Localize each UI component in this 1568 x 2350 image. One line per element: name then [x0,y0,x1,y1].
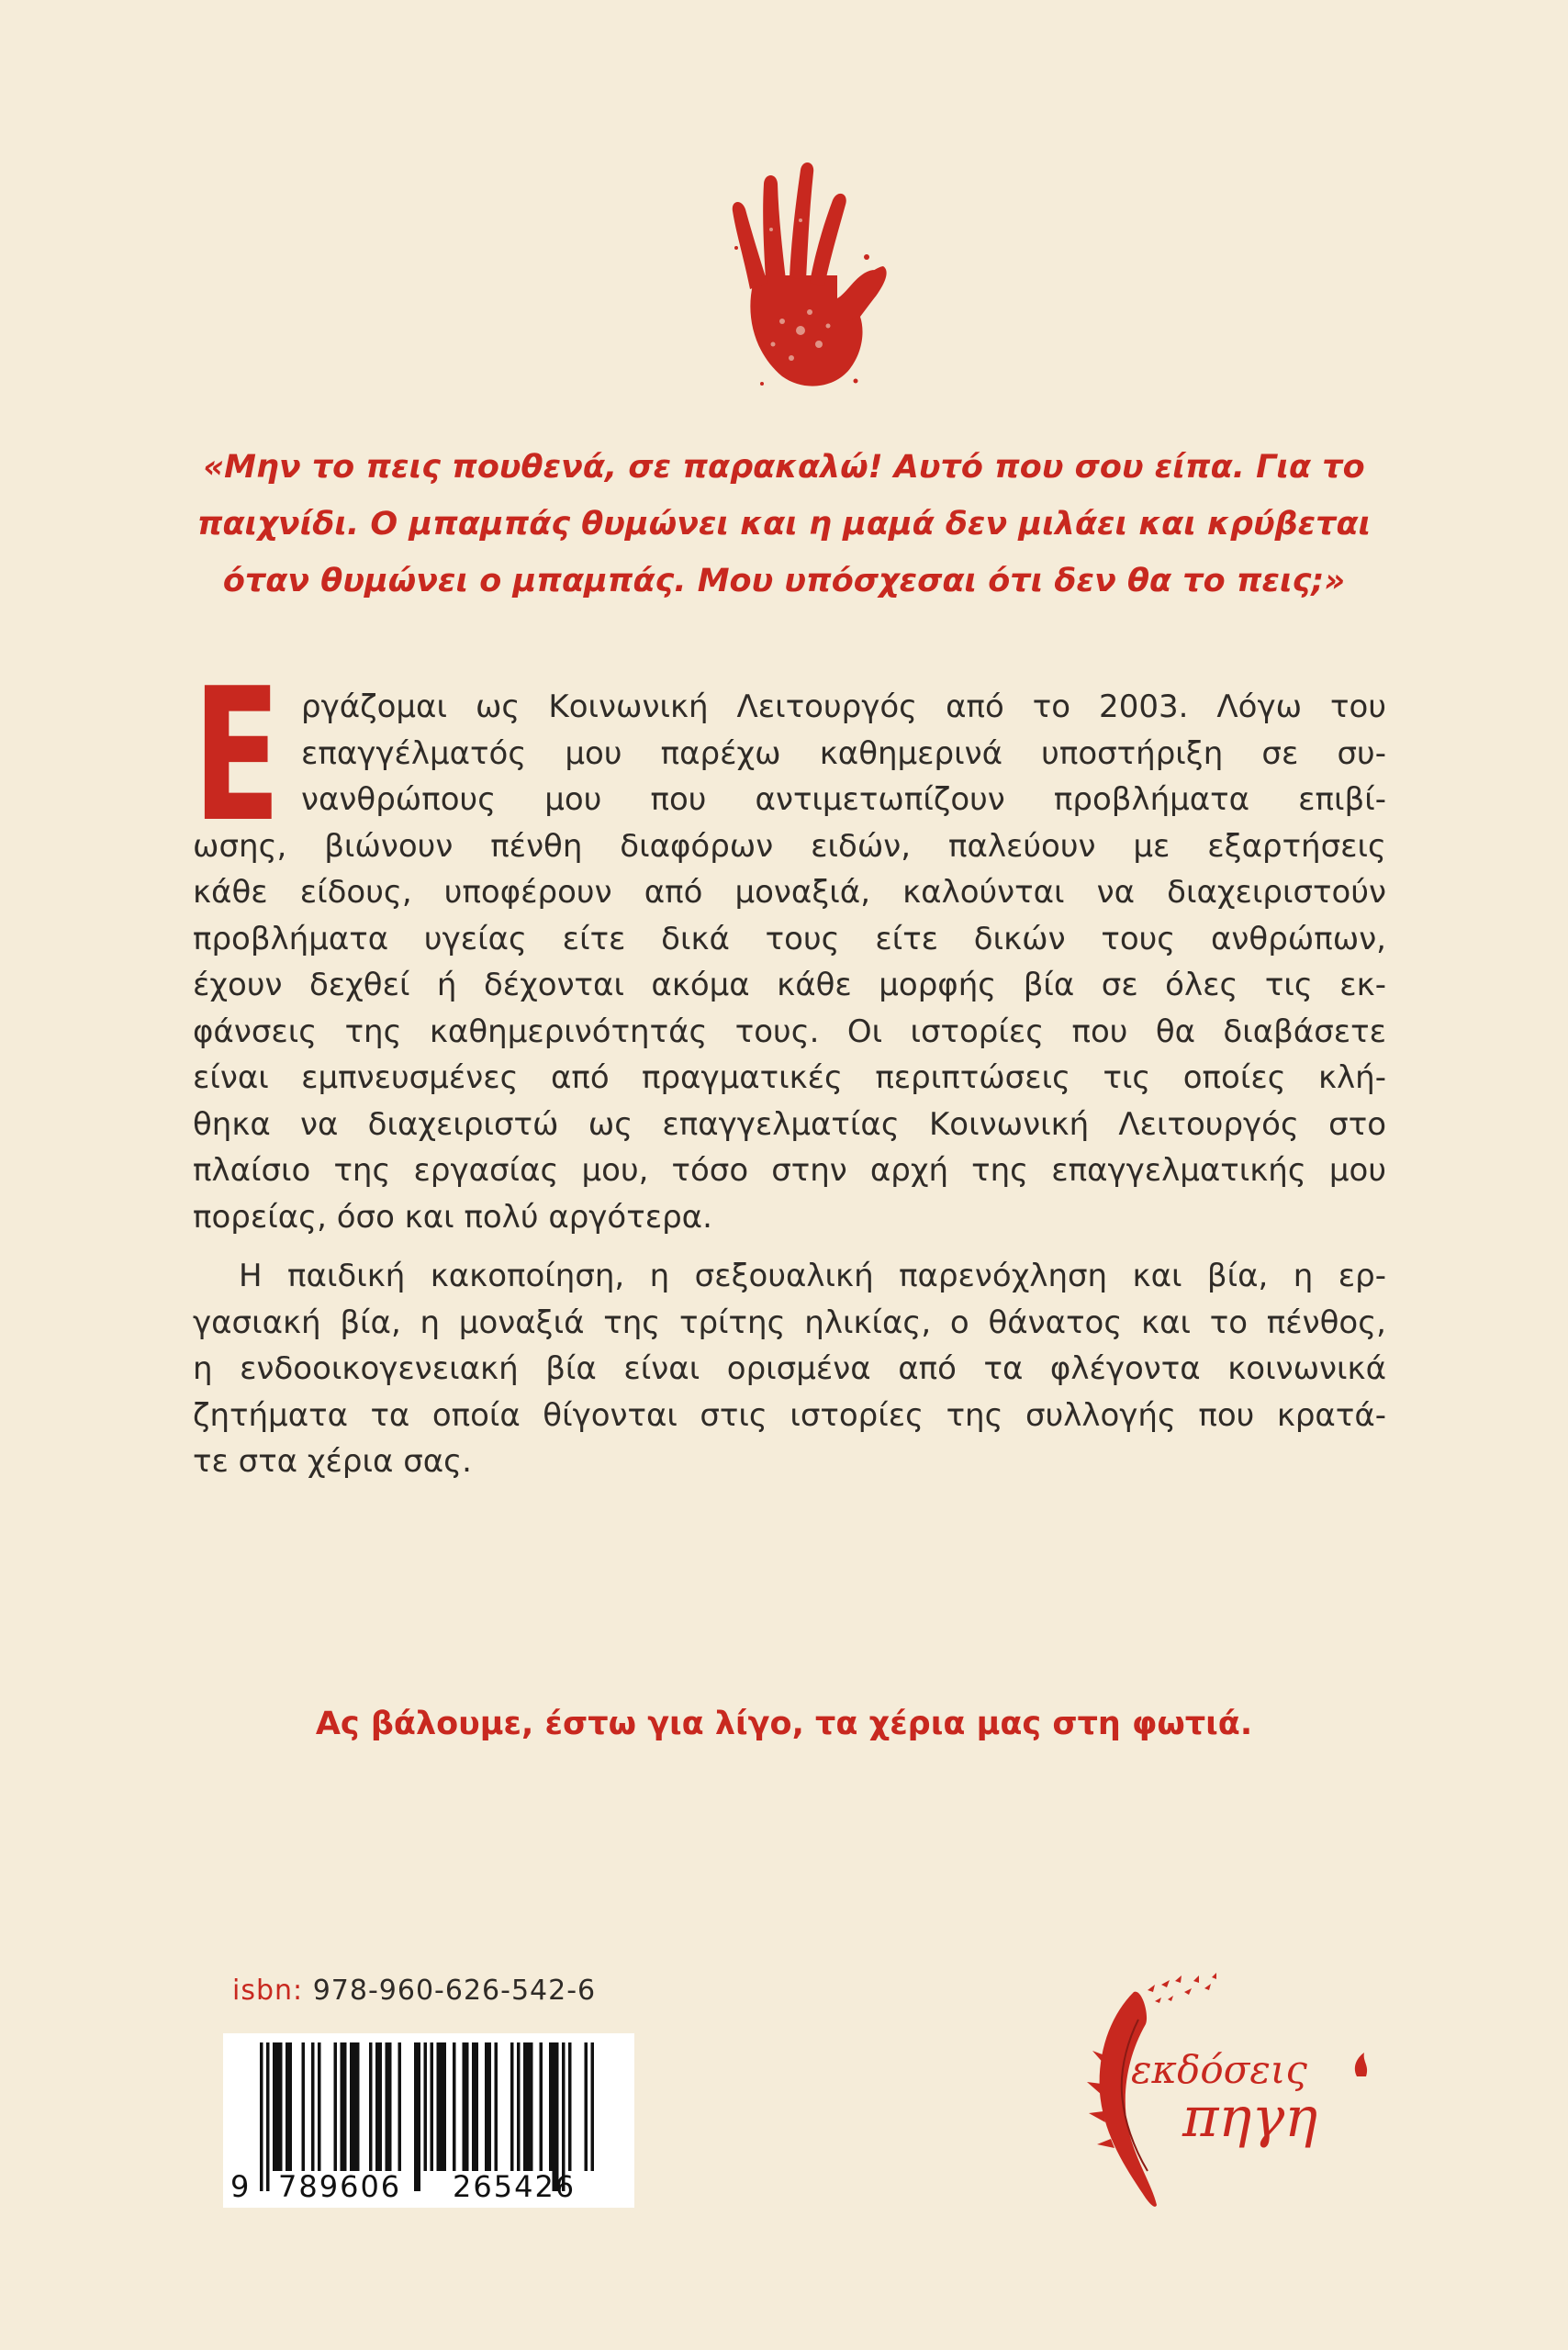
barcode-digit-first: 9 [230,2169,250,2204]
barcode-digits [223,2169,634,2206]
isbn-label: isbn: [232,1975,304,2007]
barcode-bar [472,2042,476,2171]
paragraph-line: ργάζομαι ως Κοινωνική Λειτουργός από το 2003. Λόγω του [301,688,1386,725]
paragraph-line: φάνσεις της καθημερινότητάς τους. Οι ιστορίες που θα διαβάσετε [193,1013,1386,1050]
paragraph-line: νανθρώπους μου που αντιμετωπίζουν προβλήματα επιβί- [301,781,1386,818]
publisher-name-line1: εκδόσεις [1131,2047,1307,2092]
paragraph-line: η ενδοοικογενειακή βία είναι ορισμένα από τα φλέγοντα κοινωνικά [193,1350,1386,1387]
barcode-bar [465,2042,469,2171]
barcode-bar [523,2042,527,2171]
barcode-bar [286,2042,289,2171]
barcode-bar [343,2042,347,2171]
barcode-bar [398,2042,402,2171]
barcode-bar [495,2042,498,2171]
paragraph-line: θηκα να διαχειριστώ ως επαγγελματίας Κοινωνική Λειτουργός στο [193,1105,1386,1143]
barcode-bar [276,2042,280,2171]
barcode-bar [510,2042,514,2171]
paragraph-line: τε στα χέρια σας. [193,1443,472,1480]
barcode-bar [369,2042,373,2171]
paragraph-2 [193,1253,1386,1485]
barcode-bar [350,2042,353,2171]
barcode-bar [488,2042,492,2171]
barcode-bar [540,2042,543,2171]
barcode-bar [453,2042,456,2171]
barcode-bar [375,2042,379,2171]
barcode-bar [334,2042,338,2171]
paragraph-line: πλαίσιο της εργασίας μου, τόσο στην αρχή της επαγγελματικής μου [193,1152,1386,1189]
paragraph-line: προβλήματα υγείας είτε δικά τους είτε δικών τους ανθρώπων, [193,920,1386,957]
barcode [223,2033,634,2208]
barcode-bar [476,2042,479,2171]
blurb-body [193,649,1386,1485]
barcode-bar [485,2042,488,2171]
barcode-bar [530,2042,533,2171]
isbn-number: 978-960-626-542-6 [312,1975,597,2007]
barcode-bar [353,2042,357,2171]
barcode-bar [549,2042,553,2171]
paragraph-line: Η παιδική κακοποίηση, η σεξουαλική παρενόχληση και βία, η ερ- [239,1258,1386,1294]
barcode-bar [431,2042,434,2171]
barcode-bar [463,2042,466,2171]
paragraph-line: πορείας, όσο και πολύ αργότερα. [193,1198,712,1236]
quote-line: παιχνίδι. Ο μπαμπάς θυμώνει και η μαμά δεν μιλάει και κρύβεται [196,506,1372,543]
barcode-bar [318,2042,321,2171]
barcode-bar [273,2042,276,2171]
publisher-name-line2: πηγη [1182,2086,1318,2150]
barcode-bar [311,2042,315,2171]
quote-line: όταν θυμώνει ο μπαμπάς. Μου υπόσχεσαι ότι δεν θα το πεις;» [222,563,1346,599]
paragraph-line: κάθε είδους, υποφέρουν από μοναξιά, καλούνται να διαχειριστούν [193,874,1386,911]
paragraph-line: γασιακή βία, η μοναξιά της τρίτης ηλικίας, ο θάνατος και το πένθος, [193,1304,1386,1341]
barcode-bar [440,2042,443,2171]
barcode-bar [527,2042,531,2171]
quote-line: «Μην το πεις πουθενά, σε παρακαλώ! Αυτό που σου είπα. Για το [203,449,1365,486]
barcode-bar [443,2042,447,2171]
drop-cap-letter [193,649,281,863]
barcode-bar [341,2042,344,2171]
barcode-bar [517,2042,521,2171]
barcode-bar [437,2042,441,2171]
paragraph-line: είναι εμπνευσμένες από πραγματικές περιπτώσεις τις οποίες κλή- [193,1059,1386,1096]
barcode-bar [386,2042,389,2171]
barcode-bar [388,2042,392,2171]
barcode-bar [289,2042,293,2171]
barcode-bar [356,2042,360,2171]
barcode-bar [424,2042,428,2171]
barcode-bar [585,2042,588,2171]
svg-text:Ε: Ε [193,649,281,863]
opening-quote [184,439,1384,610]
barcode-digits-left: 789606 [278,2169,402,2204]
barcode-digits-right: 265426 [453,2169,577,2204]
isbn [232,1975,596,2007]
paragraph-1 [193,649,1386,1240]
barcode-bar [379,2042,383,2171]
barcode-bar [302,2042,306,2171]
paragraph-line: ζητήματα τα οποία θίγονται στις ιστορίες της συλλογής που κρατά- [193,1396,1386,1434]
paragraph-line: ωσης, βιώνουν πένθη διαφόρων ειδών, παλεύουν με εξαρτήσεις [193,827,1386,865]
closing-tagline: Ας βάλουμε, έστω για λίγο, τα χέρια μας στη φωτιά. [315,1706,1253,1742]
red-handprint-icon [709,147,892,404]
barcode-bar [568,2042,572,2171]
barcode-bar [591,2042,595,2171]
paragraph-line: έχουν δεχθεί ή δέχονται ακόμα κάθε μορφής βία σε όλες τις εκ- [193,967,1386,1003]
barcode-bar [279,2042,283,2171]
paragraph-line: επαγγέλματός μου παρέχω καθημερινά υποστήριξη σε συ- [301,734,1386,772]
